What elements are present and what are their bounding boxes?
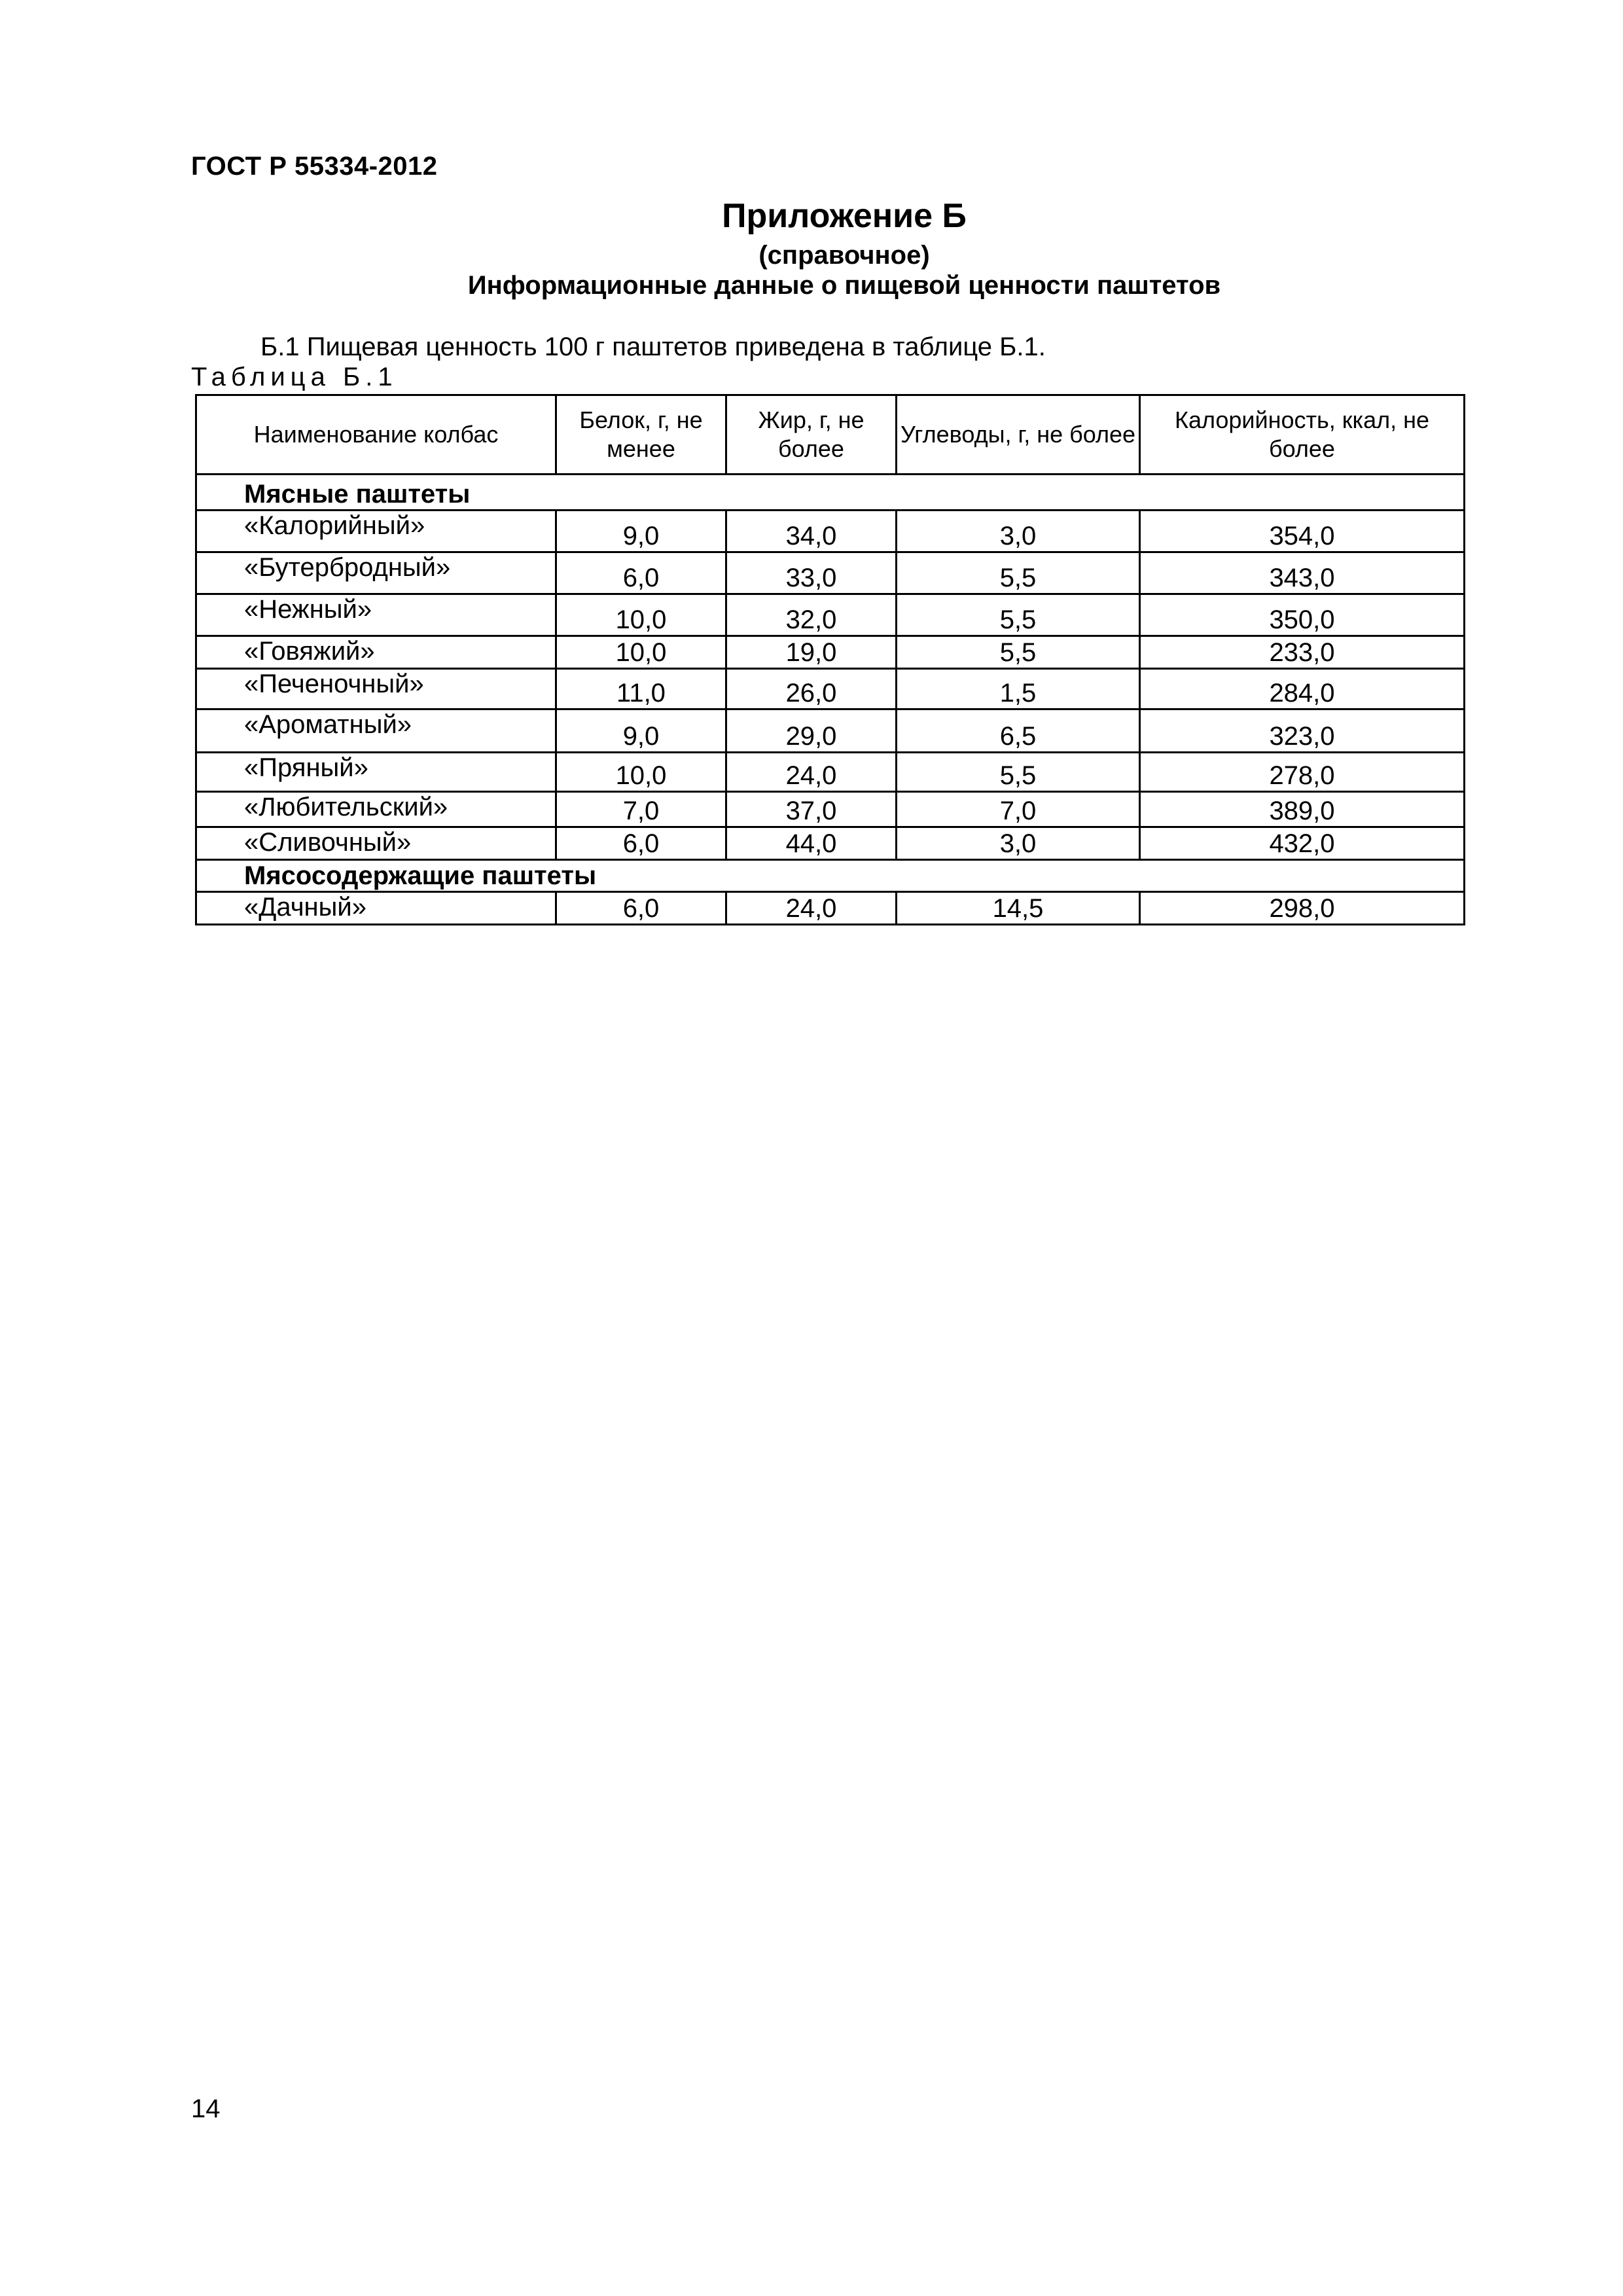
row-fat: 19,0 — [726, 636, 897, 669]
row-calories: 284,0 — [1140, 669, 1465, 709]
group-row — [196, 475, 1465, 511]
table-row — [196, 594, 1465, 636]
row-fat: 33,0 — [726, 552, 897, 594]
nutrition-table — [195, 394, 1465, 925]
table-row — [196, 636, 1465, 669]
header-carbs: Углеводы, г, не более — [897, 395, 1140, 475]
row-protein: 9,0 — [556, 511, 726, 552]
table-row — [196, 892, 1465, 925]
row-protein: 9,0 — [556, 709, 726, 753]
row-carbs: 3,0 — [897, 511, 1140, 552]
row-fat: 29,0 — [726, 709, 897, 753]
row-protein: 7,0 — [556, 792, 726, 827]
row-fat: 44,0 — [726, 827, 897, 860]
table-row — [196, 709, 1465, 753]
appendix-note: (справочное) — [758, 241, 930, 270]
row-protein: 10,0 — [556, 753, 726, 792]
row-name: «Говяжий» — [196, 636, 556, 669]
document-code: ГОСТ Р 55334-2012 — [191, 152, 438, 181]
row-name: «Дачный» — [196, 892, 556, 925]
row-carbs: 5,5 — [897, 552, 1140, 594]
table-row — [196, 827, 1465, 860]
row-carbs: 14,5 — [897, 892, 1140, 925]
row-protein: 10,0 — [556, 594, 726, 636]
row-protein: 6,0 — [556, 892, 726, 925]
row-calories: 389,0 — [1140, 792, 1465, 827]
row-name: «Калорийный» — [196, 511, 556, 552]
table-header-row — [196, 395, 1465, 475]
table-row — [196, 552, 1465, 594]
group-title: Мясосодержащие паштеты — [196, 860, 1465, 892]
table-caption: Таблица Б.1 — [191, 363, 398, 391]
row-fat: 24,0 — [726, 892, 897, 925]
row-calories: 350,0 — [1140, 594, 1465, 636]
table-row — [196, 792, 1465, 827]
row-fat: 26,0 — [726, 669, 897, 709]
row-carbs: 6,5 — [897, 709, 1140, 753]
row-protein: 6,0 — [556, 552, 726, 594]
row-carbs: 3,0 — [897, 827, 1140, 860]
row-name: «Нежный» — [196, 594, 556, 636]
row-carbs: 5,5 — [897, 636, 1140, 669]
row-carbs: 5,5 — [897, 753, 1140, 792]
intro-paragraph: Б.1 Пищевая ценность 100 г паштетов приведена в таблице Б.1. — [260, 332, 1046, 361]
row-name: «Сливочный» — [196, 827, 556, 860]
row-protein: 6,0 — [556, 827, 726, 860]
row-calories: 323,0 — [1140, 709, 1465, 753]
row-name: «Пряный» — [196, 753, 556, 792]
appendix-subtitle: Информационные данные о пищевой ценности паштетов — [467, 271, 1221, 300]
group-row — [196, 860, 1465, 892]
row-carbs: 1,5 — [897, 669, 1140, 709]
header-protein: Белок, г, не менее — [556, 395, 726, 475]
appendix-title: Приложение Б — [722, 197, 967, 235]
row-carbs: 5,5 — [897, 594, 1140, 636]
row-fat: 37,0 — [726, 792, 897, 827]
row-fat: 32,0 — [726, 594, 897, 636]
row-calories: 354,0 — [1140, 511, 1465, 552]
header-name: Наименование колбас — [196, 395, 556, 475]
group-title: Мясные паштеты — [196, 475, 1465, 511]
row-carbs: 7,0 — [897, 792, 1140, 827]
table-row — [196, 669, 1465, 709]
header-calories: Калорийность, ккал, не более — [1140, 395, 1465, 475]
row-calories: 432,0 — [1140, 827, 1465, 860]
row-fat: 34,0 — [726, 511, 897, 552]
row-name: «Печеночный» — [196, 669, 556, 709]
row-name: «Ароматный» — [196, 709, 556, 753]
row-fat: 24,0 — [726, 753, 897, 792]
table-row — [196, 753, 1465, 792]
page-number: 14 — [191, 2094, 221, 2123]
row-calories: 278,0 — [1140, 753, 1465, 792]
table-row — [196, 511, 1465, 552]
row-name: «Бутербродный» — [196, 552, 556, 594]
row-calories: 343,0 — [1140, 552, 1465, 594]
row-name: «Любительский» — [196, 792, 556, 827]
header-fat: Жир, г, не более — [726, 395, 897, 475]
row-calories: 233,0 — [1140, 636, 1465, 669]
row-calories: 298,0 — [1140, 892, 1465, 925]
row-protein: 10,0 — [556, 636, 726, 669]
row-protein: 11,0 — [556, 669, 726, 709]
